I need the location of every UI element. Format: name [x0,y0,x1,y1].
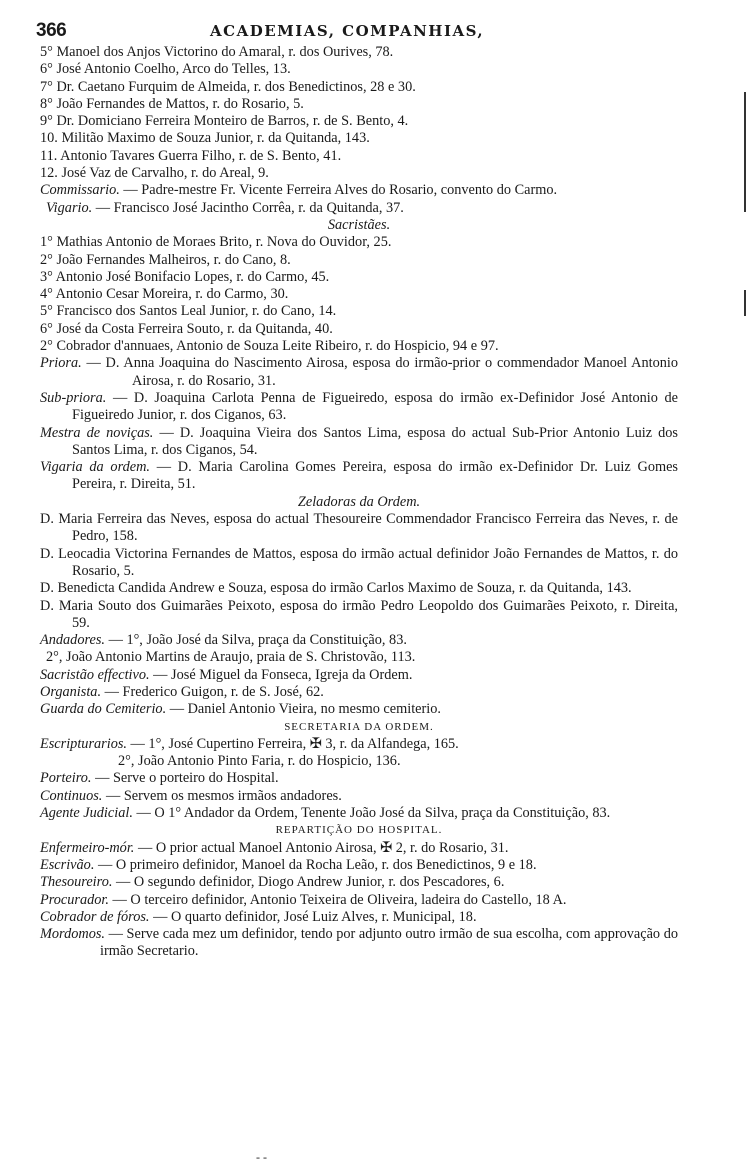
section-heading [40,719,678,736]
list-entry [40,580,678,597]
entry-label: Enfermeiro-mór. [40,839,135,856]
entry-text: — Frederico Guigon, r. de S. José, 62. [101,683,324,700]
entry-text: D. Leocadia Victorina Fernandes de Mattos, esposa do irmão actual definidor João Fernandes de Mattos, r. do Rosario, 5. [40,545,678,579]
entry-text: 12. José Vaz de Carvalho, r. do Areal, 9. [40,165,269,182]
entry-label: Procurador. [40,891,109,908]
list-entry [40,234,678,251]
list-entry [40,632,678,649]
entry-text: 8° João Fernandes de Mattos, r. do Rosario, 5. [40,95,304,112]
entry-label: Andadores. [40,632,105,649]
running-title: ACADEMIAS, COMPANHIAS, [210,22,485,40]
list-entry [40,788,678,805]
entry-label: Porteiro. [40,770,92,787]
list-entry [40,892,678,909]
list-entry [40,200,678,217]
list-entry [40,701,678,718]
entry-text: 2° João Fernandes Malheiros, r. do Cano, 8. [40,251,291,268]
list-entry [40,805,678,822]
entry-label: Escrivão. [40,856,95,873]
entry-text: D. Maria Ferreira das Neves, esposa do actual Thesoureire Commendador Francisco Ferreira das Neves, r. de Pedro, 158. [40,511,678,545]
list-entry [40,753,678,770]
entry-label: Priora. [40,355,82,372]
entry-text: — Francisco José Jacintho Corrêa, r. da Quitanda, 37. [92,199,404,216]
list-entry [40,546,678,581]
list-entry [40,96,678,113]
entry-text: 3° Antonio José Bonifacio Lopes, r. do Carmo, 45. [40,268,330,285]
list-entry [40,909,678,926]
entry-text: Zeladoras da Ordem. [297,493,421,510]
entry-text: — D. Joaquina Vieira dos Santos Lima, esposa do actual Sub-Prior Antonio Luiz dos Santos Lima, r. dos Ciganos, 54. [72,424,678,458]
entry-label: Sub-priora. [40,389,107,406]
entry-text: 9° Dr. Domiciano Ferreira Monteiro de Barros, r. de S. Bento, 4. [40,113,409,130]
list-entry [40,425,678,460]
entry-label: Agente Judicial. [40,805,133,822]
entry-label: Mordomos. [40,926,105,943]
page-number: 366 [36,20,67,41]
section-heading [40,494,678,511]
list-entry [40,390,678,425]
entry-text: — Daniel Antonio Vieira, no mesmo cemiterio. [166,701,441,718]
entry-label: Vigario. [46,199,93,216]
list-entry [40,684,678,701]
entry-label: Cobrador de fóros. [40,908,150,925]
entry-text: — O segundo definidor, Diogo Andrew Junior, r. dos Pescadores, 6. [112,874,505,891]
entry-text: D. Maria Souto dos Guimarães Peixoto, esposa do irmão Pedro Leopoldo dos Guimarães Peixoto, r. Direita, 59. [40,597,678,631]
entry-text: — D. Anna Joaquina do Nascimento Airosa, esposa do irmão-prior o commendador Manoel Antonio Airosa, r. do Rosario, 31. [81,355,678,389]
list-entry [40,321,678,338]
entry-text: 2° Cobrador d'annuaes, Antonio de Souza Leite Ribeiro, r. do Hospicio, 94 e 97. [40,338,499,355]
list-entry [40,338,678,355]
entry-text: — Serve o porteiro do Hospital. [91,770,279,787]
footer-mark: - - [256,1150,267,1164]
list-entry [40,182,678,199]
entry-text: 1° Mathias Antonio de Moraes Brito, r. Nova do Ouvidor, 25. [40,234,392,251]
section-heading [40,822,678,839]
list-entry [40,269,678,286]
entry-text: — O terceiro definidor, Antonio Teixeira de Oliveira, ladeira do Castello, 18 A. [108,891,567,908]
list-entry [40,667,678,684]
entry-text: 2°, João Antonio Martins de Araujo, praia de S. Christovão, 113. [46,649,416,666]
list-entry [40,770,678,787]
entry-text: 6° José Antonio Coelho, Arco do Telles, 13. [40,61,291,78]
entry-text: 5° Francisco dos Santos Leal Junior, r. do Cano, 14. [40,303,337,320]
entry-text: 6° José da Costa Ferreira Souto, r. da Quitanda, 40. [40,320,333,337]
entry-label: Commissario. [40,182,120,199]
entry-text: Sacristães. [327,216,391,233]
entry-text: — D. Maria Carolina Gomes Pereira, esposa do irmão ex-Definidor Dr. Luiz Gomes Pereira, r. Direita, 51. [72,459,678,493]
entry-text: D. Benedicta Candida Andrew e Souza, esposa do irmão Carlos Maximo de Souza, r. da Quitanda, 143. [40,580,632,597]
entry-text: — O prior actual Manoel Antonio Airosa, ✠ 2, r. do Rosario, 31. [134,839,509,856]
list-entry [40,61,678,78]
list-entry [40,459,678,494]
list-entry [40,874,678,891]
list-entry [40,44,678,61]
list-entry [40,511,678,546]
list-entry [40,736,678,753]
list-entry [40,355,678,390]
list-entry [40,598,678,633]
entry-text: — Servem os mesmos irmãos andadores. [102,787,342,804]
entry-text: — Serve cada mez um definidor, tendo por adjunto outro irmão de sua escolha, com approvação do irmão Secretario. [100,926,678,960]
entry-text: 5° Manoel dos Anjos Victorino do Amaral, r. dos Ourives, 78. [40,44,394,60]
entry-text: 11. Antonio Tavares Guerra Filho, r. de S. Bento, 41. [40,147,342,164]
entry-label: Guarda do Cemiterio. [40,701,167,718]
entry-label: Thesoureiro. [40,874,113,891]
entry-text: — O quarto definidor, José Luiz Alves, r. Municipal, 18. [149,908,477,925]
entry-label: Sacristão effectivo. [40,666,150,683]
list-entry [40,649,678,666]
list-entry [40,840,678,857]
entry-label: Continuos. [40,787,103,804]
entry-text: — 1°, João José da Silva, praça da Constituição, 83. [105,632,407,649]
entry-text: 2°, João Antonio Pinto Faria, r. do Hospicio, 136. [118,753,401,770]
entry-text: — O primeiro definidor, Manoel da Rocha Leão, r. dos Benedictinos, 9 e 18. [94,856,537,873]
list-entry [40,252,678,269]
entry-text: 7° Dr. Caetano Furquim de Almeida, r. dos Benedictinos, 28 e 30. [40,78,416,95]
entry-label: Vigaria da ordem. [40,459,150,476]
entry-text: 4° Antonio Cesar Moreira, r. do Carmo, 30. [40,286,289,303]
list-entry [40,303,678,320]
list-entry [40,148,678,165]
list-entry [40,286,678,303]
entry-text: — José Miguel da Fonseca, Igreja da Ordem. [149,666,413,683]
entry-text: REPARTIÇÃO DO HOSPITAL. [275,824,443,837]
document-body [40,44,678,961]
list-entry [40,926,678,961]
entry-label: Escripturarios. [40,735,127,752]
section-heading [40,217,678,234]
entry-text: SECRETARIA DA ORDEM. [284,720,434,733]
list-entry [40,165,678,182]
list-entry [40,130,678,147]
entry-text: 10. Militão Maximo de Souza Junior, r. da Quitanda, 143. [40,130,370,147]
entry-label: Mestra de noviças. [40,424,154,441]
entry-text: — 1°, José Cupertino Ferreira, ✠ 3, r. da Alfandega, 165. [126,735,459,752]
entry-text: — D. Joaquina Carlota Penna de Figueiredo, esposa do irmão ex-Definidor José Antonio de Figueiredo Junior, r. dos Ciganos, 63. [72,389,678,424]
list-entry [40,857,678,874]
entry-text: — O 1° Andador da Ordem, Tenente João José da Silva, praça da Constituição, 83. [132,805,611,822]
entry-text: — Padre-mestre Fr. Vicente Ferreira Alves do Rosario, convento do Carmo. [119,182,558,199]
entry-label: Organista. [40,683,102,700]
list-entry [40,113,678,130]
list-entry [40,79,678,96]
